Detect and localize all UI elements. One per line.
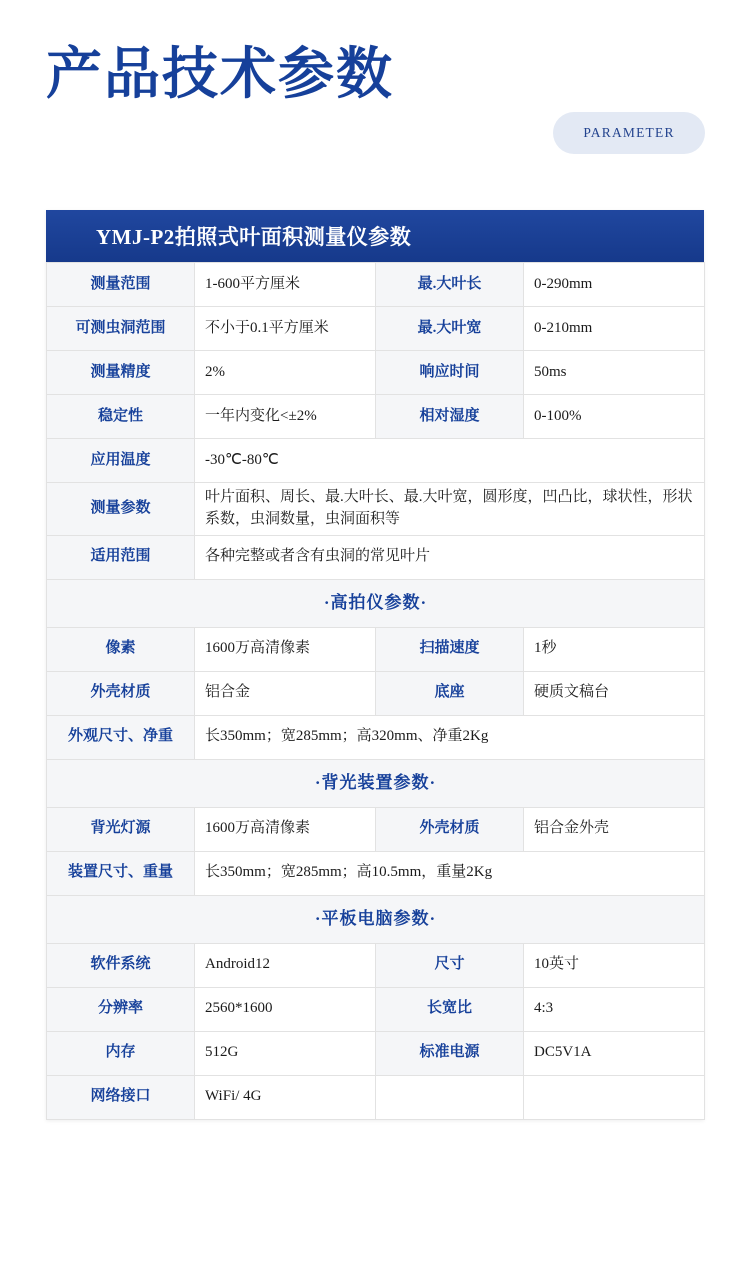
table-row xyxy=(47,439,705,483)
spec-value: WiFi/ 4G xyxy=(195,1075,376,1119)
spec-value: 1600万高清像素 xyxy=(195,807,376,851)
spec-value: 50ms xyxy=(524,351,705,395)
spec-section-header xyxy=(47,759,705,807)
table-row xyxy=(47,987,705,1031)
table-row xyxy=(47,483,705,536)
spec-label: 软件系统 xyxy=(47,943,195,987)
spec-empty-cell xyxy=(376,1075,524,1119)
table-row xyxy=(47,1075,705,1119)
table-row xyxy=(47,715,705,759)
spec-value: 一年内变化<±2% xyxy=(195,395,376,439)
spec-section-title: ·背光装置参数· xyxy=(47,759,705,807)
spec-label: 背光灯源 xyxy=(47,807,195,851)
spec-label: 最.大叶长 xyxy=(376,263,524,307)
spec-label: 长宽比 xyxy=(376,987,524,1031)
table-row xyxy=(47,351,705,395)
spec-table xyxy=(46,262,705,1120)
spec-label: 测量参数 xyxy=(47,483,195,536)
spec-value: 2560*1600 xyxy=(195,987,376,1031)
spec-section-title: ·高拍仪参数· xyxy=(47,579,705,627)
spec-value: 长350mm；宽285mm；高10.5mm，重量2Kg xyxy=(195,851,705,895)
spec-value: 512G xyxy=(195,1031,376,1075)
spec-value: Android12 xyxy=(195,943,376,987)
spec-label: 内存 xyxy=(47,1031,195,1075)
spec-value: 1600万高清像素 xyxy=(195,627,376,671)
spec-value: 1-600平方厘米 xyxy=(195,263,376,307)
spec-label: 外壳材质 xyxy=(47,671,195,715)
spec-label: 测量精度 xyxy=(47,351,195,395)
spec-label: 稳定性 xyxy=(47,395,195,439)
spec-empty-cell xyxy=(524,1075,705,1119)
table-row xyxy=(47,627,705,671)
spec-label: 测量范围 xyxy=(47,263,195,307)
spec-label: 底座 xyxy=(376,671,524,715)
spec-label: 装置尺寸、重量 xyxy=(47,851,195,895)
spec-value: 0-210mm xyxy=(524,307,705,351)
spec-value: 铝合金外壳 xyxy=(524,807,705,851)
spec-value: DC5V1A xyxy=(524,1031,705,1075)
table-row xyxy=(47,807,705,851)
spec-value: 10英寸 xyxy=(524,943,705,987)
spec-label: 网络接口 xyxy=(47,1075,195,1119)
table-row xyxy=(47,671,705,715)
spec-section-title: ·平板电脑参数· xyxy=(47,895,705,943)
parameter-badge: PARAMETER xyxy=(553,112,705,154)
spec-label: 尺寸 xyxy=(376,943,524,987)
page-header xyxy=(0,42,750,152)
spec-value: 4:3 xyxy=(524,987,705,1031)
spec-value: 各种完整或者含有虫洞的常见叶片 xyxy=(195,535,705,579)
spec-value: 2% xyxy=(195,351,376,395)
spec-label: 像素 xyxy=(47,627,195,671)
table-row xyxy=(47,307,705,351)
spec-label: 可测虫洞范围 xyxy=(47,307,195,351)
spec-value: 1秒 xyxy=(524,627,705,671)
spec-section-header xyxy=(47,579,705,627)
spec-table-container xyxy=(46,210,704,1120)
page-title: 产品技术参数 xyxy=(46,44,394,106)
spec-value: 0-290mm xyxy=(524,263,705,307)
spec-label: 分辨率 xyxy=(47,987,195,1031)
table-row xyxy=(47,943,705,987)
spec-value: 硬质文稿台 xyxy=(524,671,705,715)
spec-value: 0-100% xyxy=(524,395,705,439)
spec-label: 响应时间 xyxy=(376,351,524,395)
spec-table-title: YMJ-P2拍照式叶面积测量仪参数 xyxy=(46,210,704,262)
table-row xyxy=(47,851,705,895)
table-row xyxy=(47,535,705,579)
spec-value: 不小于0.1平方厘米 xyxy=(195,307,376,351)
spec-label: 外观尺寸、净重 xyxy=(47,715,195,759)
spec-label: 扫描速度 xyxy=(376,627,524,671)
spec-label: 外壳材质 xyxy=(376,807,524,851)
spec-label: 最.大叶宽 xyxy=(376,307,524,351)
spec-label: 适用范围 xyxy=(47,535,195,579)
spec-value: 铝合金 xyxy=(195,671,376,715)
spec-label: 标准电源 xyxy=(376,1031,524,1075)
spec-label: 相对湿度 xyxy=(376,395,524,439)
spec-value: 长350mm；宽285mm；高320mm、净重2Kg xyxy=(195,715,705,759)
table-row xyxy=(47,395,705,439)
table-row xyxy=(47,263,705,307)
spec-value: 叶片面积、周长、最.大叶长、最.大叶宽，圆形度，凹凸比，球状性，形状系数，虫洞数量，虫洞面积等 xyxy=(195,483,705,536)
spec-value: -30℃-80℃ xyxy=(195,439,705,483)
spec-section-header xyxy=(47,895,705,943)
spec-label: 应用温度 xyxy=(47,439,195,483)
table-row xyxy=(47,1031,705,1075)
